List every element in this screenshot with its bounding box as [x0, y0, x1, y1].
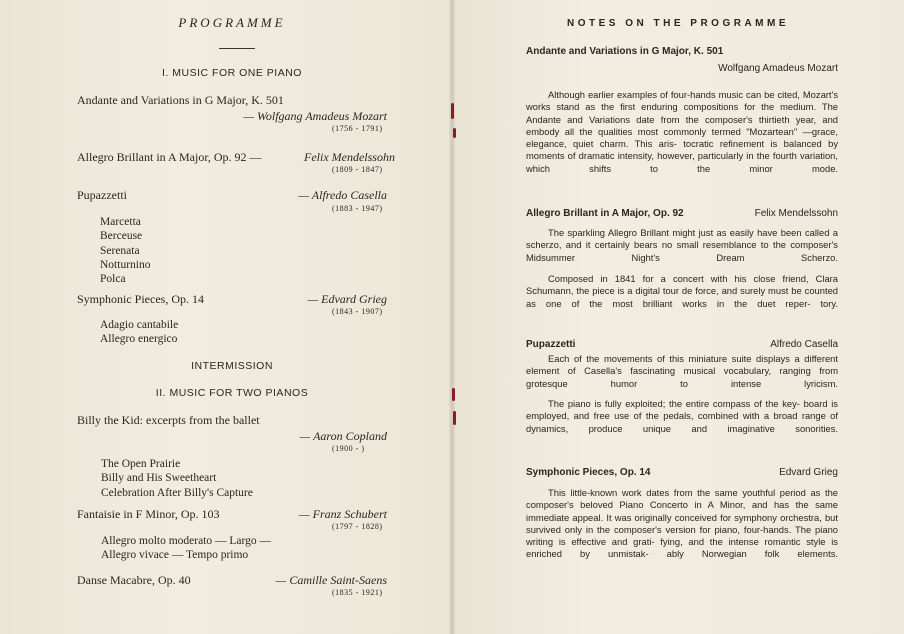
movement: Berceuse — [100, 230, 143, 243]
programme-title: PROGRAMME — [178, 15, 286, 30]
note-text: The sparkling Allegro Brillant might just as easily have been called a scherzo, and it certainly bears no small resemblance to the composer's Midsummer Night's Dream Scherzo. — [526, 227, 838, 263]
note-composer: Felix Mendelssohn — [754, 208, 838, 219]
movement: Marcetta — [100, 216, 141, 228]
note-heading: Andante and Variations in G Major, K. 501 — [526, 46, 724, 57]
note-composer: Wolfgang Amadeus Mozart — [718, 63, 838, 74]
note-paragraph — [526, 487, 838, 573]
composer-name: — Aaron Copland — [299, 429, 387, 443]
movement: The Open Prairie — [101, 458, 181, 470]
center-fold — [449, 0, 455, 634]
note-heading: Pupazzetti — [526, 339, 576, 350]
movement-list — [100, 215, 150, 286]
movement: Billy and His Sweetheart — [101, 472, 217, 485]
piece-title: Billy the Kid: excerpts from the ballet — [77, 413, 260, 427]
composer-name: — Camille Saint-Saens — [275, 573, 387, 587]
composer-dates: (1900 - ) — [332, 444, 365, 453]
note-paragraph — [526, 273, 838, 322]
notes-title: NOTES ON THE PROGRAMME — [566, 18, 789, 29]
composer-name: — Alfredo Casella — [298, 188, 387, 202]
movement: Adagio cantabile — [100, 319, 179, 331]
note-heading: Symphonic Pieces, Op. 14 — [526, 467, 651, 478]
movement: Notturnino — [100, 258, 151, 271]
intermission-label: INTERMISSION — [191, 360, 273, 372]
composer-dates: (1843 - 1907) — [332, 307, 383, 316]
note-composer: Edvard Grieg — [779, 467, 838, 478]
movement: Serenata — [100, 244, 140, 257]
note-text: Although earlier examples of four-hands music can be cited, Mozart's works stand as the first enduring compositions for the medium. The Andante and Variations date from the composer's thirtieth year, and embody all the qualities most commonly termed "Mozartean" —grace, elegance, quiet charm. This aris- tocratic refinement is balanced by moments of dramatic intensity, however, particularly in the fourth variation, which shifts to the minor mode. — [526, 89, 839, 174]
movement-list — [101, 534, 271, 563]
movement: Polca — [100, 273, 126, 286]
binding-thread-bottom-2 — [453, 411, 456, 425]
composer-dates: (1797 - 1828) — [332, 522, 383, 531]
note-heading: Allegro Brillant in A Major, Op. 92 — [526, 208, 684, 219]
movement-list — [100, 318, 178, 347]
note-text: Composed in 1841 for a concert with his close friend, Clara Schumann, the piece is a digital tour de force, and surely must be counted as one of the most brilliant works in the duet reper- tory. — [526, 273, 838, 309]
composer-name: — Edvard Grieg — [307, 292, 387, 306]
piece-title: Fantaisie in F Minor, Op. 103 — [77, 507, 220, 521]
title-rule — [219, 48, 255, 49]
piece-title: Andante and Variations in G Major, K. 501 — [77, 93, 284, 107]
movement-list — [101, 457, 253, 500]
note-composer: Alfredo Casella — [770, 339, 838, 350]
note-text: Each of the movements of this miniature suite displays a different element of Casella's fascinating musical vocabulary, ranging from grotesque humor to intense lyricism. — [526, 353, 838, 389]
movement: Celebration After Billy's Capture — [101, 486, 253, 499]
composer-name: — Franz Schubert — [299, 507, 387, 521]
composer-name: — Wolfgang Amadeus Mozart — [243, 109, 387, 123]
note-text: This little-known work dates from the same youthful period as the composer's beloved Piano Concerto in A Minor, and has the same immediate appeal. It was originally conceived for symphony orchestra, but survived only in the composer's version for piano, four-hands. The piano writing is effective and grati- fying, and the intense romantic style is enriched by unmistak- ably Norwegian folk elements. — [526, 487, 839, 560]
composer-name: Felix Mendelssohn — [304, 150, 395, 164]
movement: Allegro vivace — Tempo primo — [101, 549, 249, 562]
movement: Allegro energico — [100, 333, 178, 346]
section-heading-two-pianos: II. MUSIC FOR TWO PIANOS — [155, 387, 309, 399]
composer-dates: (1756 - 1791) — [332, 124, 383, 133]
section-heading-one-piano: I. MUSIC FOR ONE PIANO — [162, 67, 302, 79]
composer-dates: (1809 - 1847) — [332, 165, 383, 174]
binding-thread-top-2 — [453, 128, 456, 138]
composer-dates: (1835 - 1921) — [332, 588, 383, 597]
piece-title: Pupazzetti — [77, 188, 127, 202]
binding-thread-top — [451, 103, 454, 119]
note-paragraph — [526, 227, 838, 276]
composer-dates: (1883 - 1947) — [332, 204, 383, 213]
note-text: The piano is fully exploited; the entire compass of the key- board is employed, and free use of the pedals, combined with a broad range of dynamics, produce unique and imaginative sonorities. — [526, 398, 839, 434]
piece-title: Symphonic Pieces, Op. 14 — [77, 292, 204, 306]
note-paragraph — [526, 398, 838, 447]
piece-title: Allegro Brillant in A Major, Op. 92 — — [77, 150, 262, 164]
note-paragraph — [526, 89, 838, 187]
movement: Allegro molto moderato — Largo — — [101, 535, 272, 547]
piece-title: Danse Macabre, Op. 40 — [77, 573, 191, 587]
note-paragraph — [526, 353, 838, 402]
